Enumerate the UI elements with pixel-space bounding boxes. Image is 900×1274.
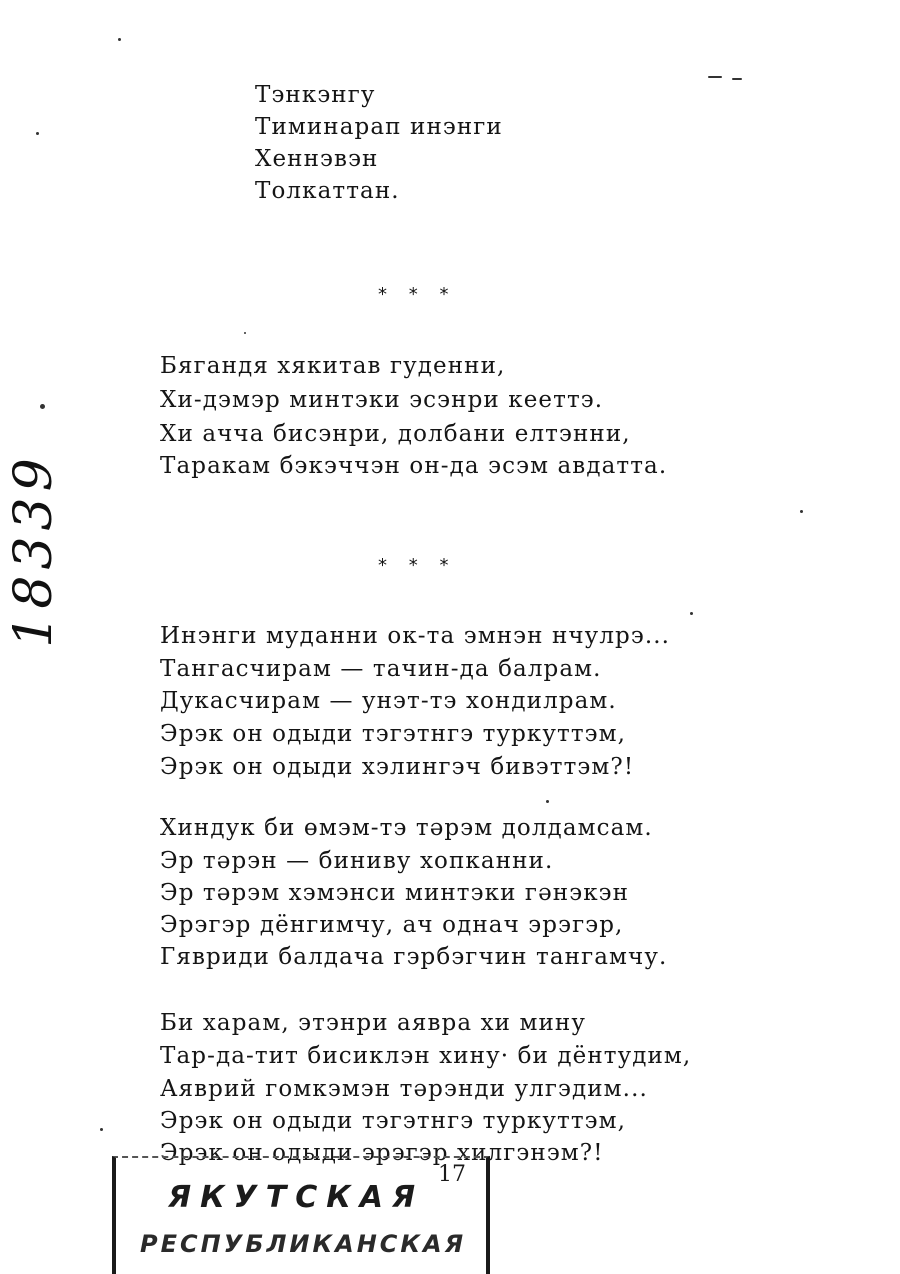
scan-speck xyxy=(36,132,39,135)
scan-speck xyxy=(40,404,45,409)
poem-line: Хеннэвэн xyxy=(255,146,379,172)
poem-line: Би харам, этэнри аявра хи мину xyxy=(160,1010,586,1036)
stamp-line-2: РЕСПУБЛИКАНСКАЯ xyxy=(140,1230,467,1258)
poem-line: Эрэк он одыди тэгэтнгэ туркуттэм, xyxy=(160,721,627,747)
stamp-line-1: ЯКУТСКАЯ xyxy=(168,1180,425,1215)
stanza-separator: * * * xyxy=(378,284,457,305)
poem-line: Толкаттан. xyxy=(255,178,400,204)
poem-line: Эрэк он одыди эрэгэр хилгэнэм?! xyxy=(160,1140,604,1166)
page-number: 17 xyxy=(438,1162,466,1187)
poem-line: Хиндук би өмэм-тэ тәрэм долдамсам. xyxy=(160,815,653,841)
poem-line: Хи ачча бисэнри, долбани елтэнни, xyxy=(160,421,631,447)
poem-line: Тэнкэнгу xyxy=(255,82,376,108)
poem-line: Эрэгэр дёнгимчу, ач однач эрэгэр, xyxy=(160,912,624,938)
poem-line: Хи-дэмэр минтэки эсэнри кееттэ. xyxy=(160,387,604,413)
scan-speck xyxy=(732,78,742,80)
poem-line: Дукасчирам — унэт-тэ хондилрам. xyxy=(160,688,617,714)
scan-speck xyxy=(546,800,549,803)
poem-line: Тангасчирам — тачин-да балрам. xyxy=(160,656,602,682)
poem-line: Тар-да-тит бисиклэн хину· би дёнтудим, xyxy=(160,1043,692,1069)
poem-line: Эрэк он одыди тэгэтнгэ туркуттэм, xyxy=(160,1108,627,1134)
library-stamp xyxy=(112,1156,490,1274)
poem-line: Тиминарап инэнги xyxy=(255,114,503,140)
poem-line: Инэнги муданни ок-та эмнэн нчулрэ... xyxy=(160,623,671,649)
poem-line: Аяврий гомкэмэн тәрэнди улгэдим... xyxy=(160,1076,648,1102)
scan-speck xyxy=(100,1128,103,1131)
poem-line: Бягандя хякитав гуденни, xyxy=(160,353,506,379)
handwritten-catalog-number xyxy=(4,440,64,660)
scan-speck xyxy=(708,76,722,78)
scan-speck xyxy=(118,38,121,41)
poem-line: Эр тәрэн — биниву хопканни. xyxy=(160,848,554,874)
scan-speck xyxy=(690,612,693,615)
poem-line: Таракам бэкэччэн он-да эсэм авдатта. xyxy=(160,453,668,479)
scan-speck xyxy=(244,332,246,334)
poem-line: Гявриди балдача гэрбэгчин тангамчу. xyxy=(160,944,668,970)
poem-line: Эр тәрэм хэмэнси минтэки гәнэкэн xyxy=(160,880,630,906)
poem-line: Эрэк он одыди хэлингэч бивэттэм?! xyxy=(160,754,635,780)
stanza-separator: * * * xyxy=(378,555,457,576)
catalog-number-text: 18339 xyxy=(4,452,64,648)
scan-speck xyxy=(800,510,803,513)
